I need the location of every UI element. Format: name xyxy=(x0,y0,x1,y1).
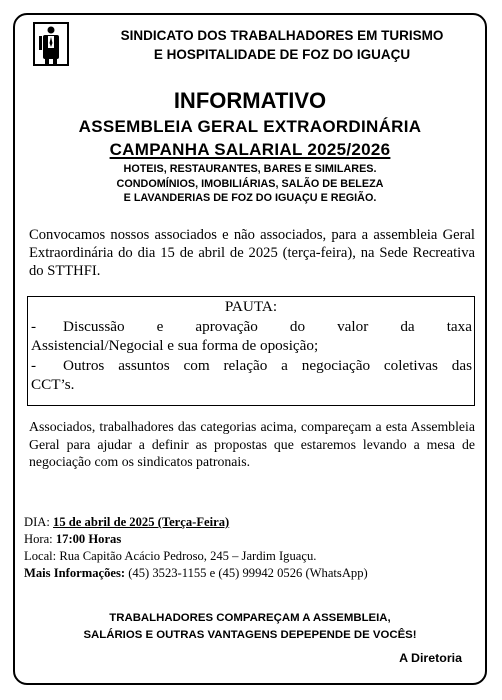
informativo-title: INFORMATIVO xyxy=(173,88,327,113)
detail-place-value: Rua Capitão Acácio Pedroso, 245 – Jardim Iguaçu. xyxy=(59,549,317,563)
campaign-title-text: CAMPANHA SALARIAL 2025/2026 xyxy=(109,140,391,159)
appeal-paragraph: Associados, trabalhadores das categorias acima, compareçam a esta Assembleia Geral para ajudar a definir as propostas que estaremos levando a mesa de negociação com os sindicatos patronais. xyxy=(29,419,475,469)
assembly-title: ASSEMBLEIA GERAL EXTRAORDINÁRIA xyxy=(78,117,422,136)
agenda-box xyxy=(27,296,475,406)
detail-info-value: (45) 3523-1155 e (45) 99942 0526 (WhatsApp) xyxy=(128,566,368,580)
detail-day xyxy=(24,514,484,531)
categories-line3: E LAVANDERIAS DE FOZ DO IGUAÇU E REGIÃO. xyxy=(123,192,377,204)
agenda-item xyxy=(28,356,474,376)
agenda-item-dash: - xyxy=(31,317,37,335)
detail-place-label: Local: xyxy=(24,549,57,563)
convocation-paragraph: Convocamos nossos associados e não associados, para a assembleia Geral Extraordinária do dia 15 de abril de 2025 (terça-feira), na Sede Recreativa do STTHFI. xyxy=(29,227,475,279)
detail-time-value: 17:00 Horas xyxy=(55,532,122,546)
detail-time xyxy=(24,531,484,548)
agenda-item-continuation: Assistencial/Negocial e sua forma de oposição; xyxy=(31,337,319,354)
footer-call xyxy=(20,610,480,644)
union-name-line1: SINDICATO DOS TRABALHADORES EM TURISMO xyxy=(120,28,444,43)
event-details xyxy=(24,514,484,582)
detail-day-label: DIA: xyxy=(24,515,50,529)
detail-place xyxy=(24,548,484,565)
agenda-item-text: Discussão e aprovação do valor da taxa xyxy=(63,317,472,335)
agenda-title: PAUTA: xyxy=(224,298,278,315)
agenda-item-continuation: CCT’s. xyxy=(31,376,75,393)
union-name xyxy=(88,26,476,64)
detail-day-value: 15 de abril de 2025 (Terça-Feira) xyxy=(53,515,230,529)
detail-info-label: Mais Informações: xyxy=(24,566,126,580)
agenda-item-text: Outros assuntos com relação a negociação coletivas das xyxy=(63,356,472,374)
campaign-title xyxy=(20,139,480,161)
footer-line2: SALÁRIOS E OUTRAS VANTAGENS DEPEPENDE DE VOCÊS! xyxy=(83,629,417,641)
footer-line1: TRABALHADORES COMPAREÇAM A ASSEMBLEIA, xyxy=(109,612,391,624)
detail-time-label: Hora: xyxy=(24,532,53,546)
categories-line2: CONDOMÍNIOS, IMOBILIÁRIAS, SALÃO DE BELEZA xyxy=(116,177,384,190)
detail-info xyxy=(24,565,484,582)
signature: A Diretoria xyxy=(399,651,462,665)
union-name-line2: E HOSPITALIDADE DE FOZ DO IGUAÇU xyxy=(153,47,411,62)
categories-line1: HOTEIS, RESTAURANTES, BARES E SIMILARES. xyxy=(123,163,377,175)
agenda-item-dash: - xyxy=(31,356,37,374)
union-logo-icon xyxy=(33,22,69,66)
agenda-item xyxy=(28,317,474,337)
categories-block xyxy=(20,162,480,206)
